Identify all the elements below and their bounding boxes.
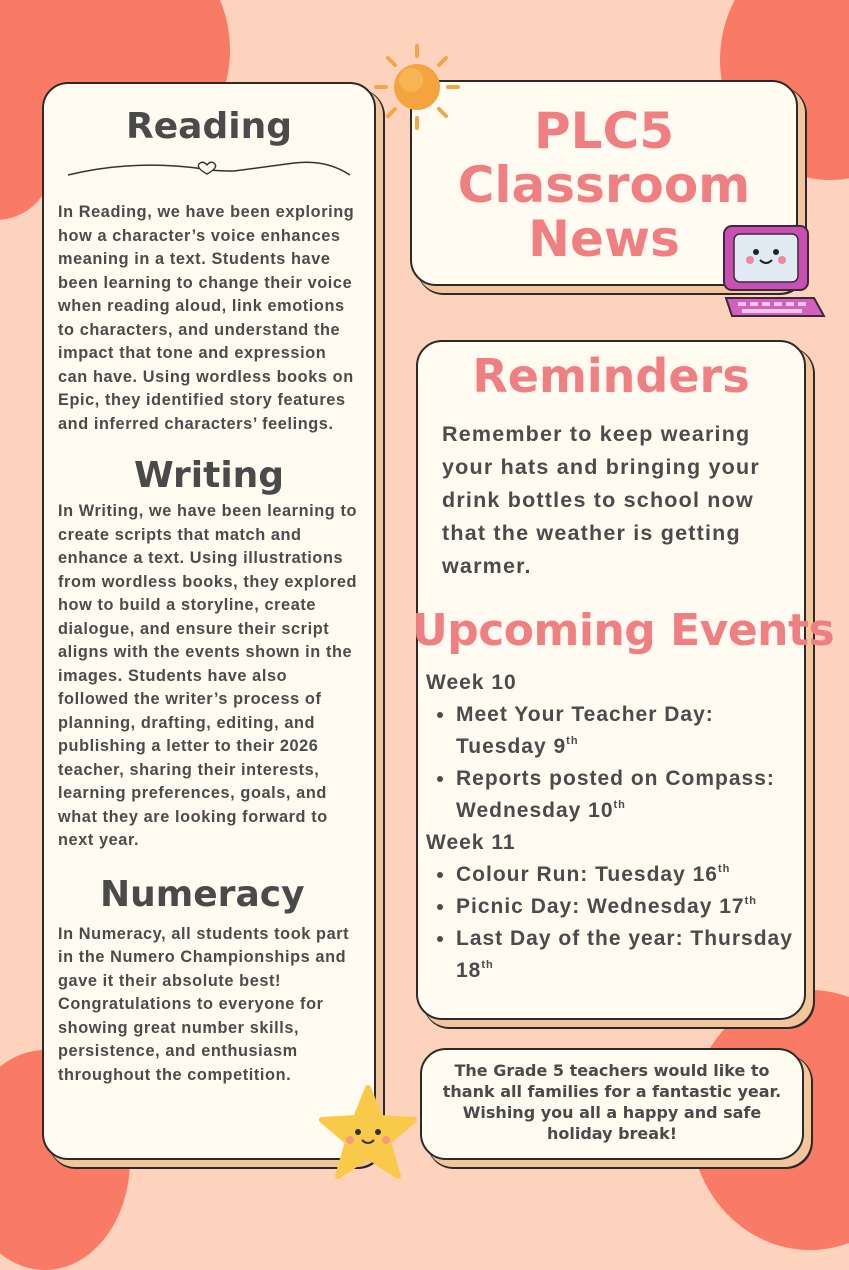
week-11-label: Week 11 bbox=[426, 831, 516, 854]
title-line-1: PLC5 bbox=[534, 102, 674, 160]
left-column-card bbox=[42, 82, 376, 1160]
heart-divider-icon bbox=[64, 153, 354, 187]
event-item: • Meet Your Teacher Day: Tuesday 9th bbox=[456, 699, 804, 763]
thanks-card bbox=[420, 1048, 804, 1160]
events-heading: Upcoming Events bbox=[412, 605, 835, 656]
sun-icon bbox=[372, 42, 462, 132]
event-item: • Colour Run: Tuesday 16th bbox=[456, 859, 804, 891]
week-10-list bbox=[418, 699, 804, 827]
reading-heading: Reading bbox=[126, 106, 292, 147]
reminders-card bbox=[412, 340, 835, 1020]
title-line-2: Classroom bbox=[457, 156, 751, 214]
event-item: • Reports posted on Compass: Wednesday 10th bbox=[456, 763, 804, 827]
writing-heading: Writing bbox=[133, 455, 285, 496]
numeracy-heading: Numeracy bbox=[100, 873, 305, 915]
title-line-3: News bbox=[528, 210, 680, 268]
reading-text: In Reading, we have been exploring how a character’s voice enhances meaning in a text. Students have been learning to change their voice when reading aloud, link emotions to characters, and understand the impact that tone and expression can have. Using wordless books on Epic, they identified story features and inferred characters’ feelings. bbox=[58, 203, 355, 433]
week-11-list bbox=[418, 859, 804, 987]
reminders-heading: Reminders bbox=[472, 349, 750, 403]
star-icon bbox=[316, 1082, 420, 1182]
thanks-text: The Grade 5 teachers would like to thank all families for a fantastic year. Wishing you all a happy and safe holiday break! bbox=[442, 1061, 782, 1143]
week-10-label: Week 10 bbox=[426, 671, 517, 694]
event-item: • Last Day of the year: Thursday 18th bbox=[456, 923, 804, 987]
reminders-text: Remember to keep wearing your hats and bringing your drink bottles to school now that the weather is getting warmer. bbox=[442, 422, 760, 578]
computer-icon bbox=[718, 222, 828, 322]
numeracy-text: In Numeracy, all students took part in the Numero Championships and gave it their absolute best! Congratulations to everyone for showing great number skills, persistence, and enthusiasm throughout the competition. bbox=[58, 924, 350, 1084]
writing-text: In Writing, we have been learning to create scripts that match and enhance a text. Using illustrations from wordless books, they explored how to build a storyline, create dialogue, and ensure their script aligns with the events shown in the images. Students have also followed the writer’s process of planning, drafting, editing, and publishing a letter to their 2026 teacher, sharing their interests, learning preferences, goals, and what they are looking forward to next year. bbox=[58, 502, 358, 849]
event-item: • Picnic Day: Wednesday 17th bbox=[456, 891, 804, 923]
